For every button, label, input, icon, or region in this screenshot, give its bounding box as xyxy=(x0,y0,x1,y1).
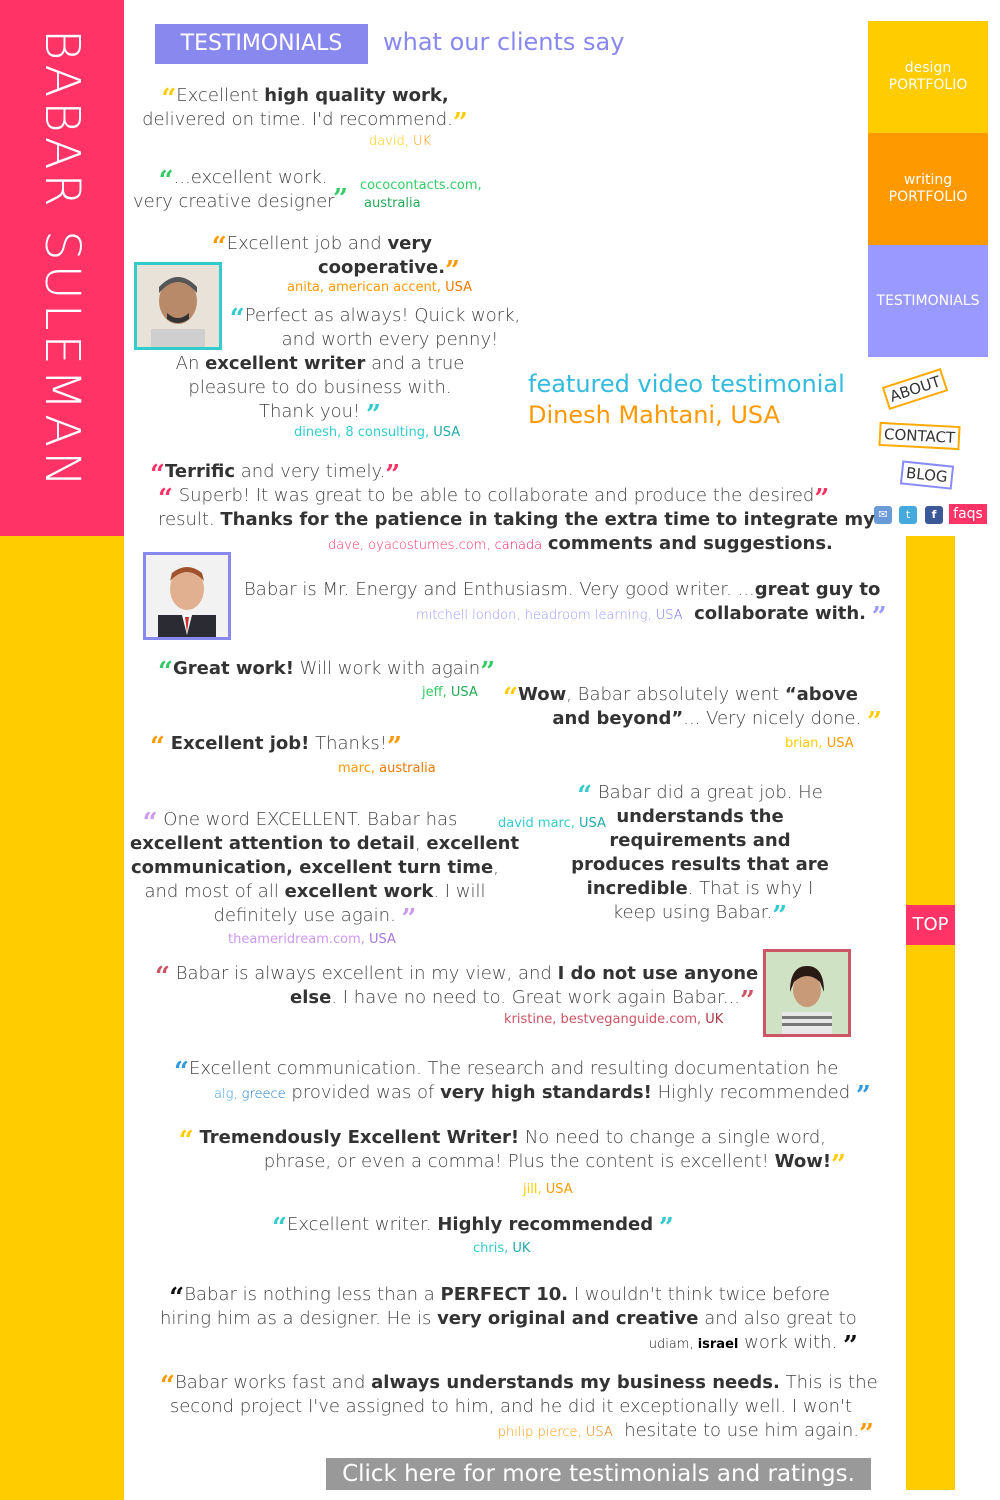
nav-design-portfolio[interactable] xyxy=(868,21,988,133)
close-quote-icon: ” xyxy=(831,1150,846,1180)
faqs-link[interactable]: faqs xyxy=(949,504,987,524)
nav-contact-tag[interactable]: CONTACT xyxy=(878,422,960,450)
open-quote-icon: “ xyxy=(229,304,245,334)
facebook-icon[interactable]: f xyxy=(925,506,943,524)
source-jill: jill, USA xyxy=(523,1182,573,1197)
close-quote-icon: ” xyxy=(859,1419,874,1449)
testimonial-jeff: “Great work! Will work with again” xyxy=(158,657,496,687)
testimonial-theameridream: “ One word EXCELLENT. Babar has excellent attention to detail, excellent communication, excellent turn time, and most of all excellent work. I will definitely use again. ” xyxy=(130,808,520,934)
source-jeff: jeff, USA xyxy=(422,685,478,700)
nav-design-line1: design xyxy=(904,60,952,76)
testimonial-marc: “ Excellent job! Thanks!” xyxy=(150,732,402,762)
page-subtitle: what our clients say xyxy=(383,28,625,56)
source-david-marc: david marc, USA xyxy=(498,816,606,831)
twitter-icon[interactable]: t xyxy=(899,506,917,524)
nav-testimonials[interactable] xyxy=(868,245,988,357)
close-quote-icon: ” xyxy=(814,484,830,514)
open-quote-icon: “ xyxy=(161,84,177,114)
close-quote-icon: ” xyxy=(772,901,788,931)
nav-design-line2: PORTFOLIO xyxy=(888,77,968,93)
nav-writing-line2: PORTFOLIO xyxy=(888,189,968,205)
mail-icon[interactable]: ✉ xyxy=(874,506,892,524)
featured-video-name[interactable]: Dinesh Mahtani, USA xyxy=(528,401,781,429)
close-quote-icon: ” xyxy=(843,1331,858,1361)
brand-name: BABAR SULEMAN xyxy=(34,29,90,491)
nav-testimonials-label: TESTIMONIALS xyxy=(876,292,980,309)
close-quote-icon: ” xyxy=(867,707,882,737)
close-quote-icon: ” xyxy=(385,460,401,490)
testimonial-david-marc: “ Babar did a great job. He understands the requirements and produces results that are incredible. That is why I keep using Babar.” xyxy=(571,781,829,931)
close-quote-icon: ” xyxy=(445,256,460,286)
open-quote-icon: “ xyxy=(158,657,173,687)
left-banner-yellow xyxy=(0,536,124,1500)
testimonial-kristine: “ Babar is always excellent in my view, and I do not use anyone else. I have no need to. Great work again Babar...” xyxy=(155,962,759,1016)
close-quote-icon: ” xyxy=(871,602,887,632)
testimonial-anita: “Excellent job and very cooperative.” xyxy=(211,232,460,286)
testimonial-udiam: “Babar is nothing less than a PERFECT 10. I wouldn't think twice before hiring him as a designer. He is very original and creative and also great to udiam, israel work with. ” xyxy=(160,1283,858,1361)
close-quote-icon: ” xyxy=(658,1213,674,1243)
open-quote-icon: “ xyxy=(155,962,170,992)
close-quote-icon: ” xyxy=(401,904,417,934)
open-quote-icon: “ xyxy=(178,1126,194,1156)
source-marc: marc, australia xyxy=(338,761,436,776)
open-quote-icon: “ xyxy=(158,484,173,514)
nav-blog-tag[interactable]: BLOG xyxy=(900,460,954,489)
testimonial-philip: “Babar works fast and always understands my business needs. This is the second project I've assigned to him, and he did it exceptionally well. I won't philip pierce, USA hesitate to use him again.” xyxy=(160,1371,878,1449)
nav-writing-line1: writing xyxy=(903,172,953,188)
open-quote-icon: “ xyxy=(142,808,158,838)
featured-video-title: featured video testimonial xyxy=(528,370,845,398)
open-quote-icon: “ xyxy=(160,1371,175,1401)
testimonial-jill: “ Tremendously Excellent Writer! No need to change a single word, phrase, or even a comma! Plus the content is excellent! Wow!” xyxy=(178,1126,846,1180)
testimonial-dave-terrific: “Terrific and very timely.” xyxy=(150,460,401,490)
open-quote-icon: “ xyxy=(503,683,519,713)
testimonial-david: “Excellent high quality work, delivered on time. I'd recommend.” david, UK xyxy=(142,84,468,149)
close-quote-icon: ” xyxy=(480,657,496,687)
testimonial-dave: “ Superb! It was great to be able to collaborate and produce the desired” result. Thanks for the patience in taking the extra time to integrate my dave, oyacostumes.com, canada comments and suggestions. xyxy=(158,484,875,554)
open-quote-icon: “ xyxy=(577,781,593,811)
nav-about-tag[interactable]: ABOUT xyxy=(882,368,949,410)
testimonial-mitchell: Babar is Mr. Energy and Enthusiasm. Very good writer. ...great guy to mitchell london, headroom learning, USA collaborate with. ” xyxy=(244,579,887,632)
testimonial-dinesh: “Perfect as always! Quick work, and worth every penny! An excellent writer and a true pleasure to do business with. Thank you! ” xyxy=(175,304,521,430)
avatar-client-3 xyxy=(763,949,851,1037)
open-quote-icon: “ xyxy=(174,1057,189,1087)
avatar-client-2 xyxy=(143,552,231,640)
open-quote-icon: “ xyxy=(169,1283,185,1313)
source-kristine: kristine, bestveganguide.com, UK xyxy=(504,1012,724,1027)
source-chris: chris, UK xyxy=(473,1241,531,1256)
right-banner-yellow xyxy=(906,536,955,1490)
open-quote-icon: “ xyxy=(150,460,165,490)
open-quote-icon: “ xyxy=(150,732,165,762)
source-brian: brian, USA xyxy=(785,736,854,751)
more-testimonials-button[interactable]: Click here for more testimonials and ratings. xyxy=(326,1458,871,1490)
open-quote-icon: “ xyxy=(211,232,227,262)
testimonial-chris: “Excellent writer. Highly recommended ” xyxy=(272,1213,674,1243)
open-quote-icon: “ xyxy=(272,1213,287,1243)
source-cococontacts: cococontacts.com, australia xyxy=(360,178,482,211)
page-title: TESTIMONIALS xyxy=(155,24,368,64)
back-to-top-button[interactable]: TOP xyxy=(906,905,955,945)
close-quote-icon: ” xyxy=(333,184,348,214)
close-quote-icon: ” xyxy=(386,732,402,762)
close-quote-icon: ” xyxy=(366,400,381,430)
source-theameridream: theameridream.com, USA xyxy=(228,932,396,947)
testimonial-alg: “Excellent communication. The research and resulting documentation he alg, greece provided was of very high standards! Highly recommended ” xyxy=(174,1057,871,1111)
close-quote-icon: ” xyxy=(740,986,755,1016)
close-quote-icon: ” xyxy=(855,1081,871,1111)
nav-writing-portfolio[interactable] xyxy=(868,133,988,245)
close-quote-icon: ” xyxy=(452,108,468,138)
open-quote-icon: “ xyxy=(158,166,174,196)
testimonial-cococontacts: “...excellent work. very creative designer xyxy=(133,166,335,212)
source-dinesh: dinesh, 8 consulting, USA xyxy=(294,425,461,440)
source-anita: anita, american accent, USA xyxy=(287,280,472,295)
testimonial-brian: “Wow, Babar absolutely went “above and beyond”... Very nicely done. ” xyxy=(503,683,882,737)
